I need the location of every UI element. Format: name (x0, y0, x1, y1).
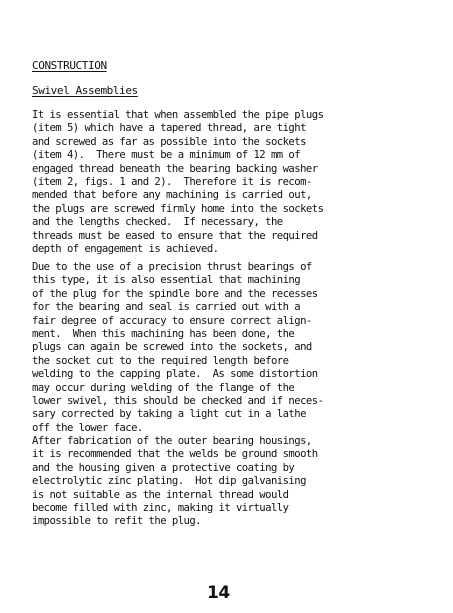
paragraph-line: become filled with zinc, making it virtually (32, 501, 289, 514)
paragraph-line: and screwed as far as possible into the sockets (32, 135, 306, 148)
paragraph-line: lower swivel, this should be checked and if neces- (32, 394, 324, 407)
paragraph-2 (32, 261, 323, 435)
paragraph-line: (item 4). There must be a minimum of 12 mm of (32, 149, 301, 162)
paragraph-line: fair degree of accuracy to ensure correct align- (32, 314, 312, 327)
paragraph-1 (32, 109, 323, 256)
paragraph-line: and the lengths checked. If necessary, the (32, 216, 283, 229)
paragraph-line: engaged thread beneath the bearing backing washer (32, 162, 318, 175)
paragraph-line: for the bearing and seal is carried out with a (32, 301, 301, 314)
paragraph-line: Due to the use of a precision thrust bearings of (32, 261, 312, 273)
paragraph-line: off the lower face. (32, 421, 143, 434)
paragraph-line: threads must be eased to ensure that the required (32, 229, 318, 242)
paragraph-line: After fabrication of the outer bearing housings, (32, 435, 312, 447)
page-number: 14 (207, 583, 230, 603)
paragraph-line: it is recommended that the welds be ground smooth (32, 448, 318, 461)
paragraph-line: (item 2, figs. 1 and 2). Therefore it is recom- (32, 175, 312, 188)
subsection-heading: Swivel Assemblies (32, 84, 138, 97)
paragraph-line: may occur during welding of the flange of the (32, 381, 295, 394)
paragraph-line: the plugs are screwed firmly home into the sockets (32, 202, 324, 215)
paragraph-line: and the housing given a protective coating by (32, 461, 295, 474)
paragraph-line: impossible to refit the plug. (32, 515, 202, 528)
paragraph-line: is not suitable as the internal thread would (32, 488, 289, 501)
section-heading: CONSTRUCTION (32, 59, 107, 72)
paragraph-line: the socket cut to the required length before (32, 354, 289, 367)
paragraph-line: electrolytic zinc plating. Hot dip galvanising (32, 475, 306, 488)
paragraph-line: welding to the capping plate. As some distortion (32, 368, 318, 381)
paragraph-3 (32, 435, 318, 529)
paragraph-line: It is essential that when assembled the pipe plugs (32, 109, 324, 121)
paragraph-line: of the plug for the spindle bore and the recesses (32, 287, 318, 300)
paragraph-line: depth of engagement is achieved. (32, 242, 219, 255)
paragraph-line: sary corrected by taking a light cut in a lathe (32, 408, 306, 421)
paragraph-line: plugs can again be screwed into the sockets, and (32, 341, 312, 354)
paragraph-line: this type, it is also essential that machining (32, 274, 301, 287)
paragraph-line: ment. When this machining has been done, the (32, 327, 295, 340)
paragraph-line: mended that before any machining is carried out, (32, 189, 312, 202)
paragraph-line: (item 5) which have a tapered thread, are tight (32, 122, 306, 135)
